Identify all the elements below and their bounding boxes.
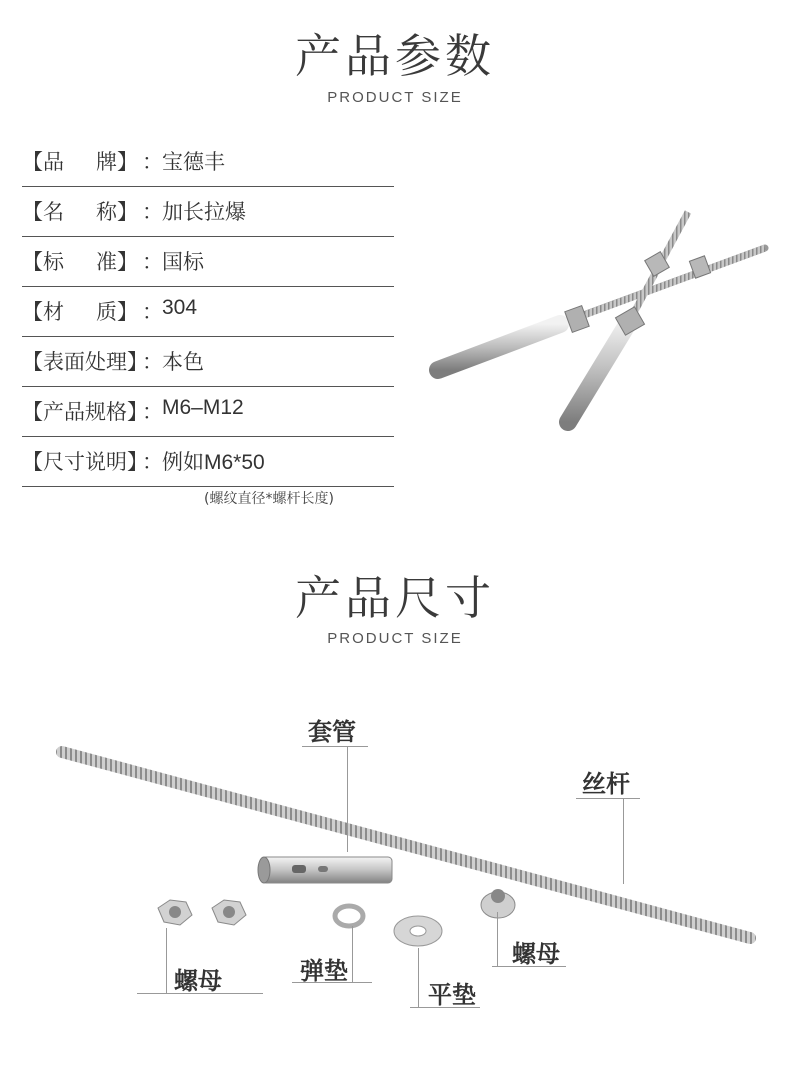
hex-nut-2 xyxy=(212,900,246,925)
spec-label: 【品 牌】 xyxy=(22,150,138,174)
spec-colon: ： xyxy=(142,250,163,274)
spec-value-standard: 国标 xyxy=(162,251,204,274)
spec-row-spec xyxy=(22,386,394,437)
callout-leader-nut-right xyxy=(497,912,498,966)
section-title-params: 产品参数 xyxy=(295,29,495,83)
hex-nut-3 xyxy=(481,889,515,918)
callout-leader-sleeve xyxy=(347,746,348,852)
callout-label-flat-washer: 平垫 xyxy=(428,981,476,1009)
spec-colon: ： xyxy=(142,450,163,474)
spec-row-name xyxy=(22,186,394,237)
spec-colon: ： xyxy=(142,300,163,324)
spring-washer xyxy=(335,906,363,926)
spec-value-brand: 宝德丰 xyxy=(162,151,225,174)
spec-colon: ： xyxy=(142,200,163,224)
callout-leader-rod xyxy=(623,798,624,884)
spec-label: 【标 准】 xyxy=(22,250,138,274)
spec-row-material xyxy=(22,286,394,337)
callout-label-spring-washer: 弹垫 xyxy=(300,957,348,985)
flat-washer xyxy=(394,916,442,946)
spec-value-name: 加长拉爆 xyxy=(162,201,246,224)
spec-label: 【名 称】 xyxy=(22,200,138,224)
callout-label-rod: 丝杆 xyxy=(582,770,630,798)
section-subtitle-params: PRODUCT SIZE xyxy=(327,89,463,106)
spec-value-spec: M6–M12 xyxy=(162,396,244,419)
sleeve xyxy=(258,857,392,883)
callout-label-sleeve: 套管 xyxy=(308,718,356,746)
section-subtitle-size: PRODUCT SIZE xyxy=(327,630,463,647)
callout-leader-spring-washer xyxy=(352,926,353,982)
parts-diagram xyxy=(0,680,790,1040)
spec-row-size xyxy=(22,436,394,487)
callout-leader-nut-left xyxy=(166,928,167,993)
spec-row-brand xyxy=(22,136,394,187)
spec-value-finish: 本色 xyxy=(162,351,204,374)
callout-leader-flat-washer xyxy=(418,948,419,1007)
spec-value-size: 例如M6*50 xyxy=(162,451,265,474)
spec-row-finish xyxy=(22,336,394,387)
spec-label: 【表面处理】 xyxy=(22,350,148,374)
spec-colon: ： xyxy=(142,400,163,424)
spec-row-standard xyxy=(22,236,394,287)
size-note: (螺纹直径*螺杆长度) xyxy=(204,491,334,507)
spec-colon: ： xyxy=(142,150,163,174)
callout-label-nut-right: 螺母 xyxy=(512,940,560,968)
spec-label: 【尺寸说明】 xyxy=(22,450,148,474)
spec-value-material: 304 xyxy=(162,296,198,319)
spec-label: 【产品规格】 xyxy=(22,400,148,424)
product-photo xyxy=(420,200,780,440)
section-title-size: 产品尺寸 xyxy=(295,571,495,625)
spec-label: 【材 质】 xyxy=(22,300,138,324)
callout-label-nut-left: 螺母 xyxy=(174,967,222,995)
hex-nut-1 xyxy=(158,900,192,925)
spec-colon: ： xyxy=(142,350,163,374)
